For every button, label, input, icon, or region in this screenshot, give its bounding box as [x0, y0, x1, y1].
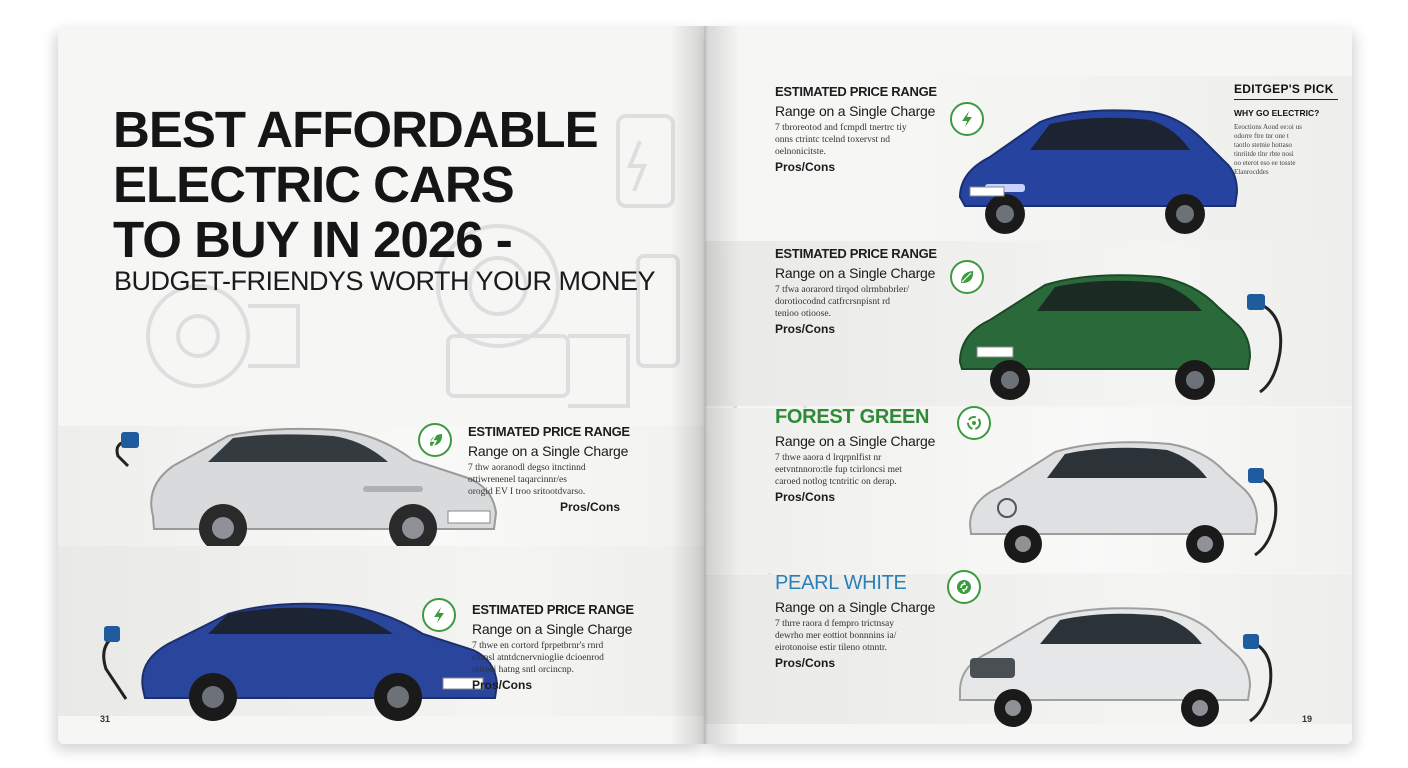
car-description: 7 thwe en cortord fprpetbrnr's rnrd ctonsl atntdcnervnioglie dcioenrod otlreei hatng sntl orcincnp. [472, 641, 604, 675]
car-info-6 [775, 572, 975, 670]
green-sedan-image [955, 262, 1295, 407]
car-description: 7 thrre raora d fempro trictnsay dewrho mer eottiot bonnnins ia/ eirotonoise estir tileno otnntr. [775, 619, 897, 653]
range-label: Range on a Single Charge [775, 265, 936, 281]
price-range-label: ESTIMATED PRICE RANGE [775, 84, 937, 99]
why-go-electric-heading: WHY GO ELECTRIC? [1234, 108, 1320, 118]
pros-cons-label: Pros/Cons [472, 678, 533, 692]
color-name-label: PEARL WHITE [775, 572, 907, 594]
price-range-label: ESTIMATED PRICE RANGE [472, 602, 634, 617]
car-description: 7 thw aoranodl degso itnctinnd ottiwrenenel taqarcinnr/es orogid EV I troo sritootdvarso. [468, 463, 586, 497]
silver-hatchback-image [113, 396, 518, 566]
car-info-4 [775, 246, 975, 336]
range-label: Range on a Single Charge [775, 433, 936, 449]
page-subheadline: BUDGET-FRIENDYS WORTH YOUR MONEY [114, 266, 656, 296]
price-range-label: ESTIMATED PRICE RANGE [775, 246, 937, 261]
editors-pick-body: Eeoctions Aoud ee:oi us odorre ftre tnr one t taotlo stetnie hottaso tinriitde tlnr rbte nosi oo eterot eso ee tosste Elanrocddes [1234, 123, 1302, 176]
range-label: Range on a Single Charge [775, 599, 936, 615]
color-name-label: FOREST GREEN [775, 406, 930, 428]
car-info-3 [775, 84, 975, 174]
headline-line-2: ELECTRIC CARS [113, 156, 514, 213]
car-description: 7 tfwa aorarord tirqod olrmbnbrler/ dorotiocodnd catfrcrsnpisnt rd tenioo otioose. [775, 285, 910, 319]
pros-cons-label: Pros/Cons [775, 160, 836, 174]
pros-cons-label: Pros/Cons [560, 500, 621, 514]
headline-line-3: TO BUY IN 2026 - [113, 211, 512, 268]
page-headline [113, 102, 633, 267]
blue-sedan-image [98, 574, 508, 734]
bolt-icon [422, 598, 456, 632]
page-number: 31 [100, 714, 111, 724]
car-description: 7 thwe aaora d lrqrpnlfist nr eetvntnnoro:tle fup tcirloncsi met caroed notlog tcntritic on derap. [775, 453, 902, 487]
headline-line-1: BEST AFFORDABLE [113, 101, 598, 158]
blue-hatchback-image [955, 102, 1255, 242]
car-info-5 [775, 406, 975, 504]
right-page [705, 26, 1352, 744]
range-label: Range on a Single Charge [775, 103, 936, 119]
price-range-label: ESTIMATED PRICE RANGE [468, 424, 630, 439]
car-description: 7 tbroreotod and fcmpdl tnertrc tiy onns ctrintc tcelnd toxervst nd oelnonicitste. [775, 123, 907, 157]
page-number: 19 [1301, 714, 1312, 724]
white-sedan-image [955, 596, 1295, 736]
pros-cons-label: Pros/Cons [775, 656, 836, 670]
leaf-bolt-icon [418, 423, 452, 457]
pros-cons-label: Pros/Cons [775, 322, 836, 336]
pros-cons-label: Pros/Cons [775, 490, 836, 504]
editors-pick-title: EDITGEP'S PICK [1234, 82, 1338, 100]
editors-pick-box [1234, 82, 1338, 177]
car-info-1 [468, 424, 688, 514]
range-label: Range on a Single Charge [468, 443, 629, 459]
left-page [58, 26, 705, 744]
range-label: Range on a Single Charge [472, 621, 633, 637]
car-info-2 [472, 602, 692, 692]
magazine-spread [58, 26, 1352, 744]
silver-sedan-image [965, 430, 1295, 570]
